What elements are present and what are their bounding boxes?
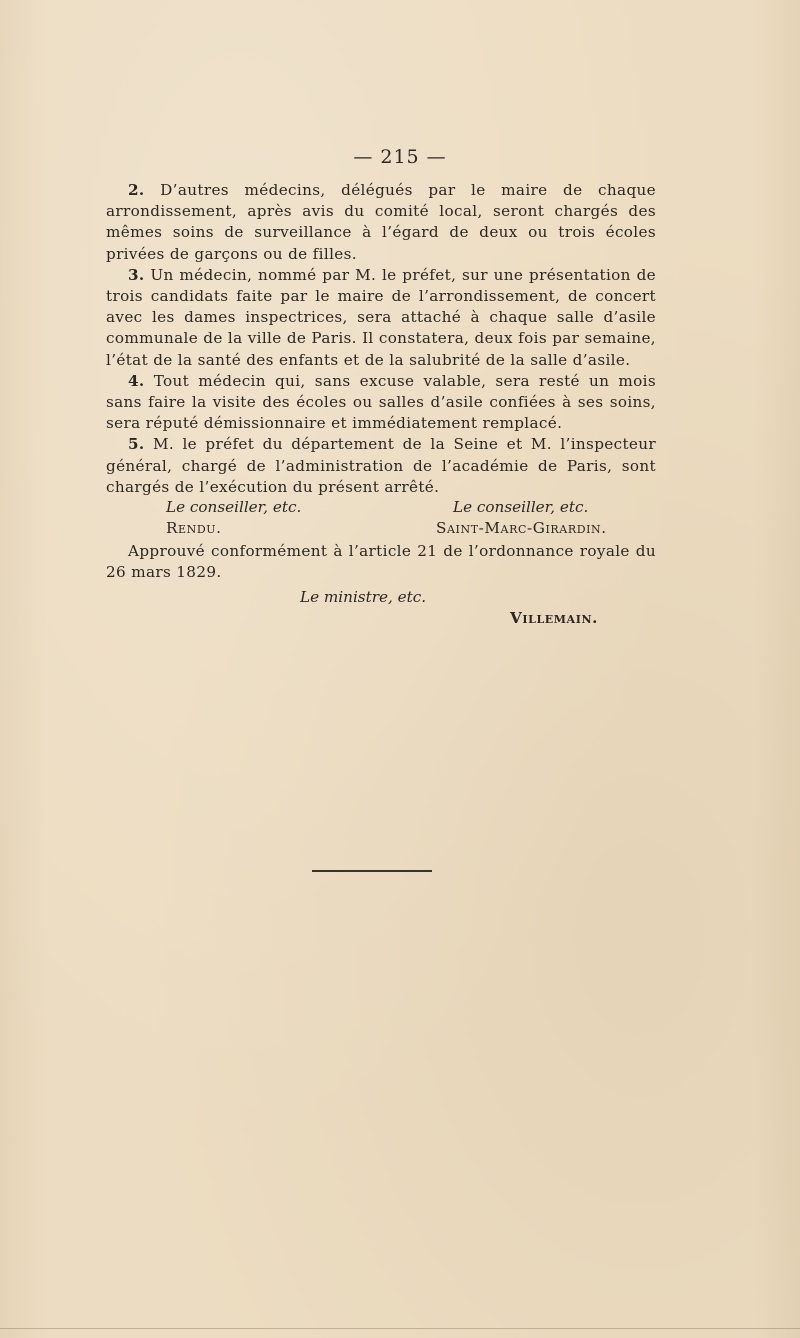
article-paragraph bbox=[106, 265, 656, 371]
article-text: D’autres médecins, délégués par le maire de chaque arrondissement, après avis du comité local, seront chargés des mêmes soins de surveillance à l’égard de deux ou trois écoles privées de garçons ou de filles. bbox=[106, 181, 656, 263]
minister-title: Le ministre, etc. bbox=[300, 588, 427, 606]
approval-text: Approuvé conformément à l’article 21 de l’ordonnance royale du 26 mars 1829. bbox=[106, 542, 656, 582]
article-number: 4. bbox=[128, 371, 145, 390]
right-signatory-title: Le conseiller, etc. bbox=[453, 498, 589, 516]
article-paragraph bbox=[106, 371, 656, 435]
left-signatory-title: Le conseiller, etc. bbox=[166, 498, 302, 516]
page-edge-line bbox=[0, 1328, 800, 1329]
minister-name: Villemain. bbox=[510, 609, 598, 627]
article-paragraph bbox=[106, 434, 656, 498]
body-text bbox=[106, 180, 656, 498]
article-text: M. le préfet du département de la Seine et M. l’inspecteur général, chargé de l’administration de l’académie de Paris, sont chargés de l’exécution du présent arrêté. bbox=[106, 435, 656, 496]
section-divider bbox=[312, 870, 432, 872]
article-number: 5. bbox=[128, 435, 145, 454]
page-number: — 215 — bbox=[353, 146, 447, 168]
article-number: 3. bbox=[128, 265, 145, 284]
article-text: Tout médecin qui, sans excuse valable, sera resté un mois sans faire la visite des écoles ou salles d’asile confiées à ses soins, sera réputé démissionnaire et immédiatement remplacé. bbox=[106, 371, 656, 433]
article-paragraph bbox=[106, 180, 656, 265]
article-number: 2. bbox=[128, 181, 145, 199]
left-signatory-name: Rendu. bbox=[166, 519, 222, 537]
right-signatory-name: Saint-Marc-Girardin. bbox=[436, 519, 607, 537]
article-text: Un médecin, nommé par M. le préfet, sur une présentation de trois candidats faite par le maire de l’arrondissement, de concert avec les dames inspectrices, sera attaché à chaque salle d’asile communale de la ville de Paris. Il constatera, deux fois par semaine, l’état de la santé des enfants et de la salubrité de la salle d’asile. bbox=[106, 265, 656, 369]
